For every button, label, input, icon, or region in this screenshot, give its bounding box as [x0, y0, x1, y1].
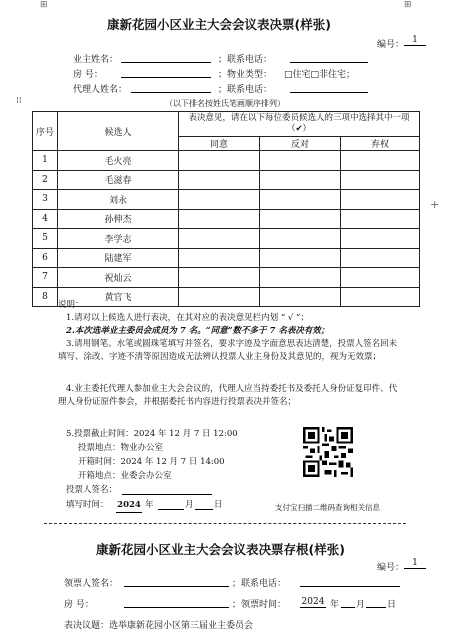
qr-code-image [303, 427, 353, 477]
stub-number-label: 编号： [377, 563, 405, 573]
abstain-cell[interactable] [341, 209, 420, 229]
property-type-options[interactable]: □住宅□非住宅； [284, 70, 356, 80]
col-header-agree: 同意 [179, 137, 260, 151]
voter-signature-field[interactable] [122, 484, 212, 495]
receive-day-unit: 日 [387, 600, 397, 610]
receiver-field[interactable] [124, 576, 229, 587]
row-index: 2 [33, 170, 58, 190]
note-5-location: 投票地点：物业办公室 [78, 443, 164, 453]
note-2: 2.本次选举业主委员会成员为 7 名。“同意”数不多于 7 名表决有效； [66, 326, 330, 336]
date-day-unit: 日 [214, 500, 223, 510]
table-row [33, 151, 420, 171]
note-5-open-place: 开箱地点：业委会办公室 [78, 471, 172, 481]
ballot-number-value: 1 [404, 35, 426, 46]
table-row [33, 287, 420, 307]
note-5-deadline: 5.投票截止时间：2024 年 12 月 7 日 12:00 [66, 429, 238, 439]
date-month-field[interactable] [158, 499, 184, 510]
receive-day-field[interactable] [366, 597, 386, 608]
col-header-index: 序号 [33, 112, 58, 151]
agree-cell[interactable] [179, 170, 260, 190]
oppose-cell[interactable] [260, 170, 341, 190]
table-row [33, 190, 420, 210]
stub-title: 康新花园小区业主大会会议表决票存根(样张) [96, 542, 345, 557]
col-header-oppose: 反对 [260, 137, 341, 151]
ballot-number-label: 编号： [377, 40, 405, 50]
table-row [33, 248, 420, 268]
agree-cell[interactable] [179, 229, 260, 249]
abstain-cell[interactable] [341, 229, 420, 249]
owner-phone-label: ；联系电话： [218, 55, 273, 65]
stub-phone-field[interactable] [300, 576, 400, 587]
agent-phone-field[interactable] [290, 82, 368, 93]
oppose-cell[interactable] [260, 287, 341, 307]
date-day-field[interactable] [195, 499, 213, 510]
stub-phone-label: ；联系电话： [232, 579, 287, 589]
candidate-name: 陆建军 [58, 248, 179, 268]
stub-room-field[interactable] [124, 597, 229, 608]
candidate-name: 李学志 [58, 229, 179, 249]
stub-room-label: 房 号： [64, 600, 94, 610]
agree-cell[interactable] [179, 248, 260, 268]
table-move-handle-icon[interactable]: ⁞⁞ [16, 96, 22, 106]
owner-name-label: 业主姓名： [73, 55, 119, 65]
vote-subject: 表决议题：选举康新花园小区第三届业主委员会 [64, 621, 254, 631]
receive-month-field[interactable] [341, 597, 355, 608]
receive-month-unit: 月 [356, 600, 366, 610]
instruction-header: 表决意见，请在以下每位委员候选人的三项中选择其中一项（✔） [179, 112, 420, 137]
property-type-label: ；物业类型： [218, 70, 273, 80]
row-index: 6 [33, 248, 58, 268]
receive-time-label: ；领票时间： [232, 600, 287, 610]
add-column-icon[interactable]: + [430, 198, 440, 211]
page-marker-top-right: ⊞ [404, 0, 412, 10]
candidate-name: 黄官飞 [58, 287, 179, 307]
note-5-open-time: 开箱时间：2024 年 12 月 7 日 14:00 [78, 457, 225, 467]
candidate-name: 刘永 [58, 190, 179, 210]
candidate-name: 孙伸杰 [58, 209, 179, 229]
row-index: 3 [33, 190, 58, 210]
table-row [33, 229, 420, 249]
table-row [33, 209, 420, 229]
oppose-cell[interactable] [260, 151, 341, 171]
candidate-name: 毛滋春 [58, 170, 179, 190]
receiver-label: 领票人签名： [64, 579, 119, 589]
agent-name-field[interactable] [131, 82, 211, 93]
table-row [33, 170, 420, 190]
receive-year[interactable]: 2024 [301, 597, 325, 607]
agree-cell[interactable] [179, 268, 260, 288]
notes-heading: 说明： [58, 300, 84, 310]
agree-cell[interactable] [179, 190, 260, 210]
qr-caption: 支付宝扫描二维码查询相关信息 [275, 503, 380, 512]
date-year-unit: 年 [145, 500, 154, 510]
col-header-abstain: 弃权 [341, 137, 420, 151]
abstain-cell[interactable] [341, 190, 420, 210]
col-header-candidate: 候选人 [58, 112, 179, 151]
note-4: 4.业主委托代理人参加业主大会会议的，代理人应当持委托书及委托人身份证复印件、代理人身份证原件参会，并根据委托书内容进行投票表决并签名； [58, 384, 398, 407]
row-index: 4 [33, 209, 58, 229]
row-index: 8 [33, 287, 58, 307]
agree-cell[interactable] [179, 151, 260, 171]
candidate-name: 祝灿云 [58, 268, 179, 288]
row-index: 1 [33, 151, 58, 171]
voter-signature-label: 投票人签名： [66, 485, 118, 495]
oppose-cell[interactable] [260, 209, 341, 229]
note-3: 3.请用钢笔、水笔或圆珠笔填写并签名，要求字迹及字面意思表达清楚，投票人签名回未填写、涂改、字迹不清等原因造成无法辨认投票人业主身份及其意见的，视为无效票； [58, 339, 398, 362]
room-label: 房 号： [73, 70, 103, 80]
note-1: 1.请对以上候选人进行表决，在其对应的表决意见栏内划 “ √ ”； [66, 313, 309, 323]
agree-cell[interactable] [179, 209, 260, 229]
stub-number-value: 1 [404, 558, 426, 569]
sort-note: （以下排名按姓氏笔画顺序排列） [165, 99, 285, 108]
oppose-cell[interactable] [260, 248, 341, 268]
candidate-name: 毛火亮 [58, 151, 179, 171]
abstain-cell[interactable] [341, 170, 420, 190]
receive-year-unit: 年 [330, 600, 340, 610]
row-index: 7 [33, 268, 58, 288]
owner-phone-field[interactable] [290, 52, 368, 63]
agent-phone-label: ；联系电话： [218, 85, 273, 95]
row-index: 5 [33, 229, 58, 249]
abstain-cell[interactable] [341, 268, 420, 288]
date-year[interactable]: 2024 [116, 499, 142, 513]
date-label: 填写时间： [66, 500, 109, 510]
abstain-cell[interactable] [341, 287, 420, 307]
table-row [33, 268, 420, 288]
oppose-cell[interactable] [260, 190, 341, 210]
abstain-cell[interactable] [341, 151, 420, 171]
ballot-title: 康新花园小区业主大会会议表决票(样张) [107, 17, 331, 32]
vote-table [32, 111, 420, 307]
oppose-cell[interactable] [260, 268, 341, 288]
cut-line-divider [44, 523, 406, 524]
agree-cell[interactable] [179, 287, 260, 307]
date-month-unit: 月 [185, 500, 194, 510]
room-field[interactable] [121, 67, 211, 78]
abstain-cell[interactable] [341, 248, 420, 268]
agent-name-label: 代理人姓名： [73, 85, 128, 95]
oppose-cell[interactable] [260, 229, 341, 249]
owner-name-field[interactable] [121, 52, 211, 63]
page-marker-top-left: ⊞ [40, 0, 48, 10]
